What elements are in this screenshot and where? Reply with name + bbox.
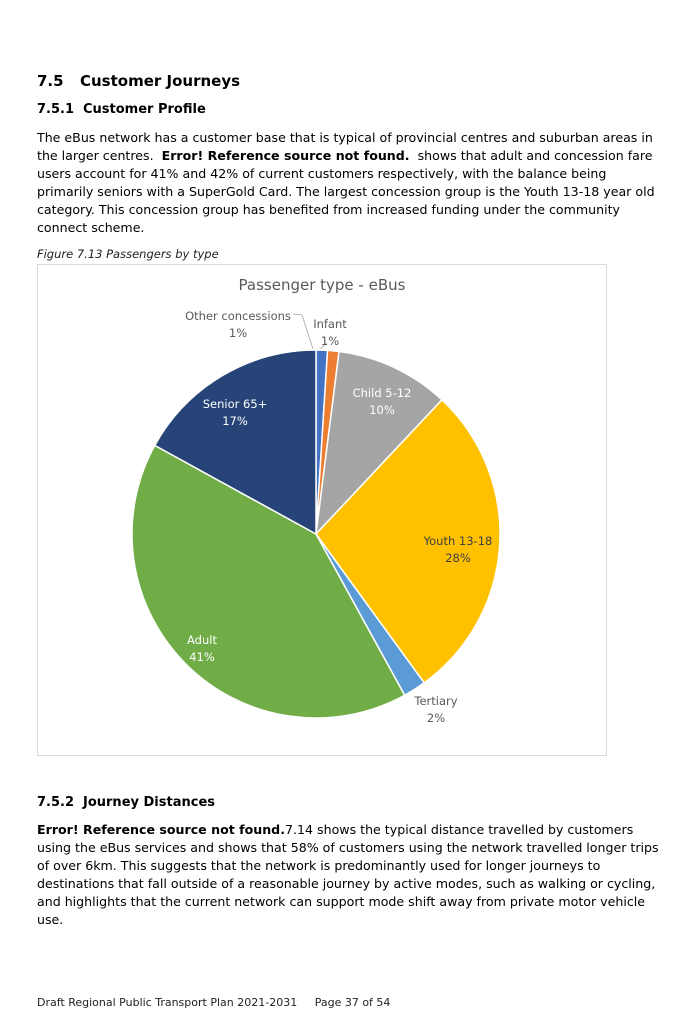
profile-text-1: The eBus network has a customer base that is typical of provincial centres and suburban areas in the larger centres.: [37, 130, 653, 163]
pie-label-infant: Infant 1%: [313, 317, 347, 348]
distances-text: 7.14 shows the typical distance travelled by customers using the eBus services and shows that 58% of customers using the network travelled longer trips of over 6km. This suggests that the network is predominantly used for longer journeys to destinations that fall outside of a reasonable journey by active modes, such as walking or cycling, and highlights that the current network can support mode shift away from private motor vehicle use.: [37, 822, 659, 927]
reference-error-link[interactable]: Error! Reference source not found.: [161, 148, 410, 163]
leader-line-other: [293, 314, 313, 349]
reference-error-link[interactable]: Error! Reference source not found.: [37, 822, 285, 837]
footer-page: Page 37 of 54: [314, 996, 391, 1009]
section-heading: [37, 72, 240, 90]
section-title: Customer Journeys: [80, 72, 241, 90]
pie-chart: [37, 264, 607, 756]
subsection-heading-distances: [37, 795, 215, 810]
profile-text-2: shows that adult and concession fare users account for 41% and 42% of current customers respectively, with the balance being primarily seniors with a SuperGold Card. The largest concession group is the Youth 13-18 year old category. This concession group has benefited from increased funding under the community connect scheme.: [37, 148, 655, 235]
pie-chart-svg: [38, 265, 608, 757]
chart-title: Passenger type - eBus: [238, 276, 406, 294]
pie-label-tertiary: Tertiary 2%: [414, 694, 458, 725]
pie-label-other-concessions: Other concessions 1%: [185, 309, 291, 340]
profile-paragraph: [37, 129, 659, 237]
pie-label-adult: Adult 41%: [187, 633, 217, 664]
subsection-title: Journey Distances: [83, 795, 215, 810]
footer-document: Draft Regional Public Transport Plan 2021-2031: [37, 996, 298, 1009]
subsection-number: 7.5.2: [37, 795, 75, 810]
subsection-heading-profile: [37, 102, 206, 117]
distances-paragraph: [37, 821, 659, 929]
pie-label-senior-65: Senior 65+ 17%: [202, 397, 268, 428]
figure-caption: Figure 7.13 Passengers by type: [37, 247, 219, 261]
subsection-title: Customer Profile: [83, 102, 206, 117]
page-footer: [37, 996, 404, 1009]
section-number: 7.5: [37, 72, 64, 90]
pie-label-youth-13-18: Youth 13-18 28%: [423, 534, 493, 565]
subsection-number: 7.5.1: [37, 102, 75, 117]
pie-label-child-5-12: Child 5-12 10%: [352, 386, 412, 417]
